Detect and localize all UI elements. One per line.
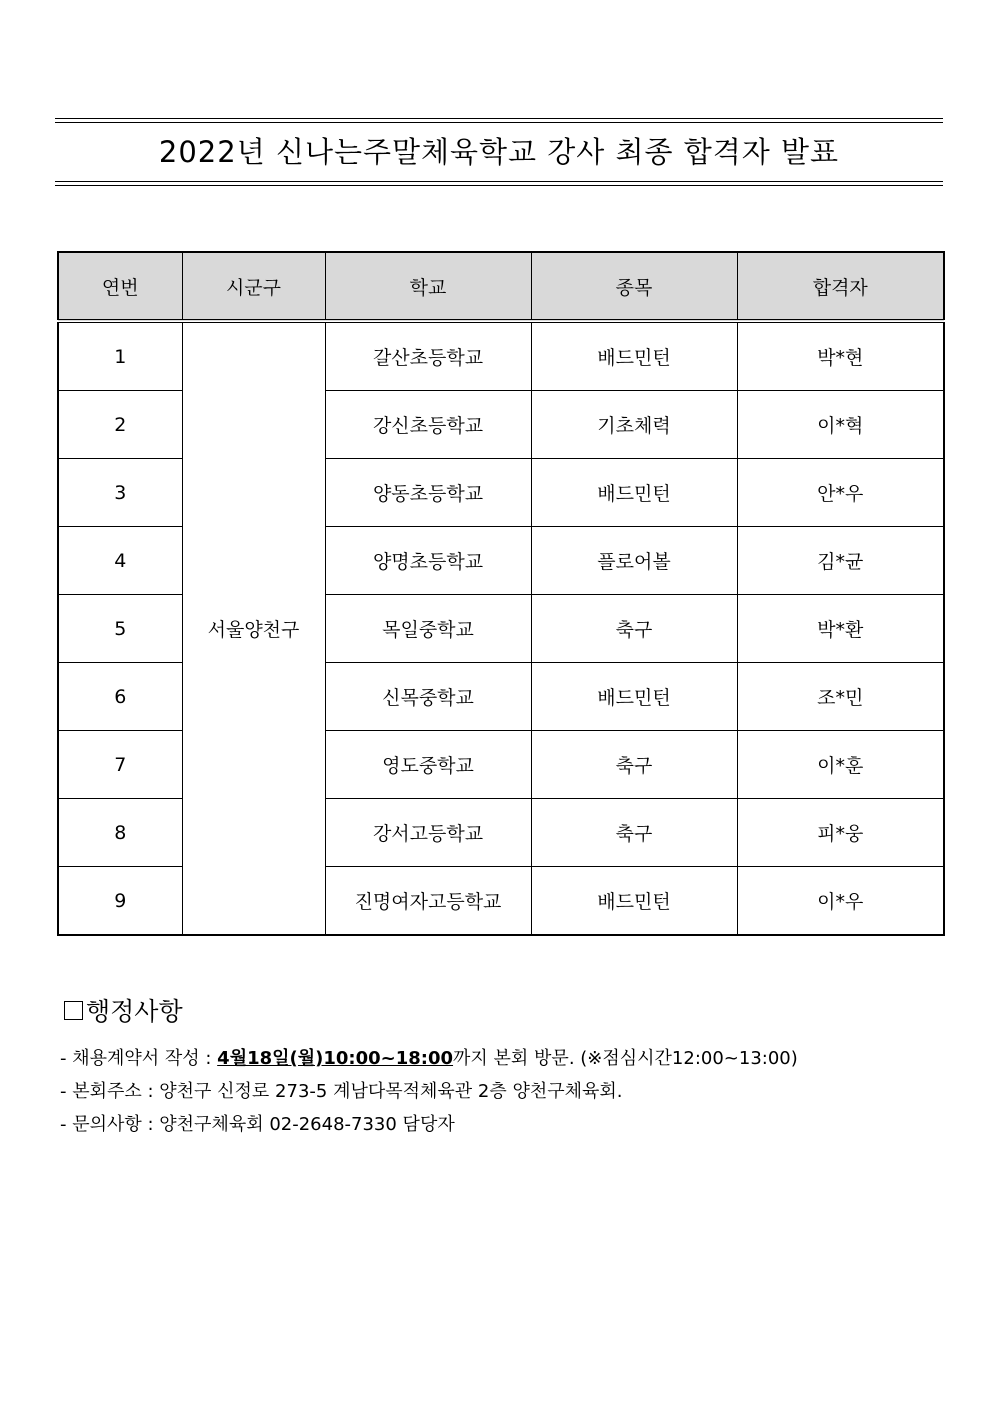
row-no: 5: [58, 595, 182, 663]
contract-date-emphasis: 4월18일(월)10:00~18:00: [217, 1048, 454, 1069]
row-school: 강서고등학교: [325, 799, 531, 867]
header-school: 학교: [325, 252, 531, 321]
row-no: 4: [58, 527, 182, 595]
row-sport: 배드민턴: [531, 663, 737, 731]
results-table: [57, 251, 945, 936]
row-school: 진명여자고등학교: [325, 867, 531, 936]
page-title: 2022년 신나는주말체육학교 강사 최종 합격자 발표: [158, 135, 840, 169]
row-sport: 축구: [531, 731, 737, 799]
checkbox-icon: [64, 1001, 83, 1020]
row-name: 조*민: [737, 663, 944, 731]
district-cell: 서울양천구: [182, 321, 325, 935]
row-school: 신목중학교: [325, 663, 531, 731]
inquiry-line: - 문의사항 : 양천구체육회 02-2648-7330 담당자: [60, 1114, 455, 1135]
row-name: 이*혁: [737, 391, 944, 459]
row-school: 양동초등학교: [325, 459, 531, 527]
row-name: 박*현: [737, 321, 944, 391]
address-line: - 본회주소 : 양천구 신정로 273-5 계남다목적체육관 2층 양천구체육회.: [60, 1081, 623, 1102]
row-no: 6: [58, 663, 182, 731]
row-sport: 축구: [531, 595, 737, 663]
row-sport: 배드민턴: [531, 321, 737, 391]
header-district: 시군구: [182, 252, 325, 321]
contract-line-prefix: - 채용계약서 작성 :: [60, 1048, 218, 1069]
header-name: 합격자: [737, 252, 944, 321]
row-no: 3: [58, 459, 182, 527]
row-no: 8: [58, 799, 182, 867]
title-bottom-rule: [55, 181, 943, 186]
row-name: 이*훈: [737, 731, 944, 799]
header-sport: 종목: [531, 252, 737, 321]
row-name: 박*환: [737, 595, 944, 663]
row-name: 안*우: [737, 459, 944, 527]
row-school: 영도중학교: [325, 731, 531, 799]
row-no: 2: [58, 391, 182, 459]
row-sport: 기초체력: [531, 391, 737, 459]
row-name: 피*웅: [737, 799, 944, 867]
row-no: 7: [58, 731, 182, 799]
row-sport: 플로어볼: [531, 527, 737, 595]
contract-line-suffix: 까지 본회 방문. (※점심시간12:00~13:00): [453, 1048, 798, 1069]
admin-heading: [64, 992, 940, 1028]
table-row: [58, 321, 944, 391]
row-school: 갈산초등학교: [325, 321, 531, 391]
contract-line: [60, 1042, 940, 1075]
row-name: 이*우: [737, 867, 944, 936]
row-school: 목일중학교: [325, 595, 531, 663]
row-no: 9: [58, 867, 182, 936]
table-header-row: [58, 252, 944, 321]
row-school: 양명초등학교: [325, 527, 531, 595]
row-school: 강신초등학교: [325, 391, 531, 459]
admin-section: [60, 992, 940, 1141]
row-sport: 배드민턴: [531, 867, 737, 936]
header-no: 연번: [58, 252, 182, 321]
title-block: [55, 118, 943, 186]
title-top-rule: [55, 118, 943, 123]
row-name: 김*균: [737, 527, 944, 595]
row-sport: 배드민턴: [531, 459, 737, 527]
row-sport: 축구: [531, 799, 737, 867]
admin-heading-text: 행정사항: [86, 997, 183, 1026]
row-no: 1: [58, 321, 182, 391]
